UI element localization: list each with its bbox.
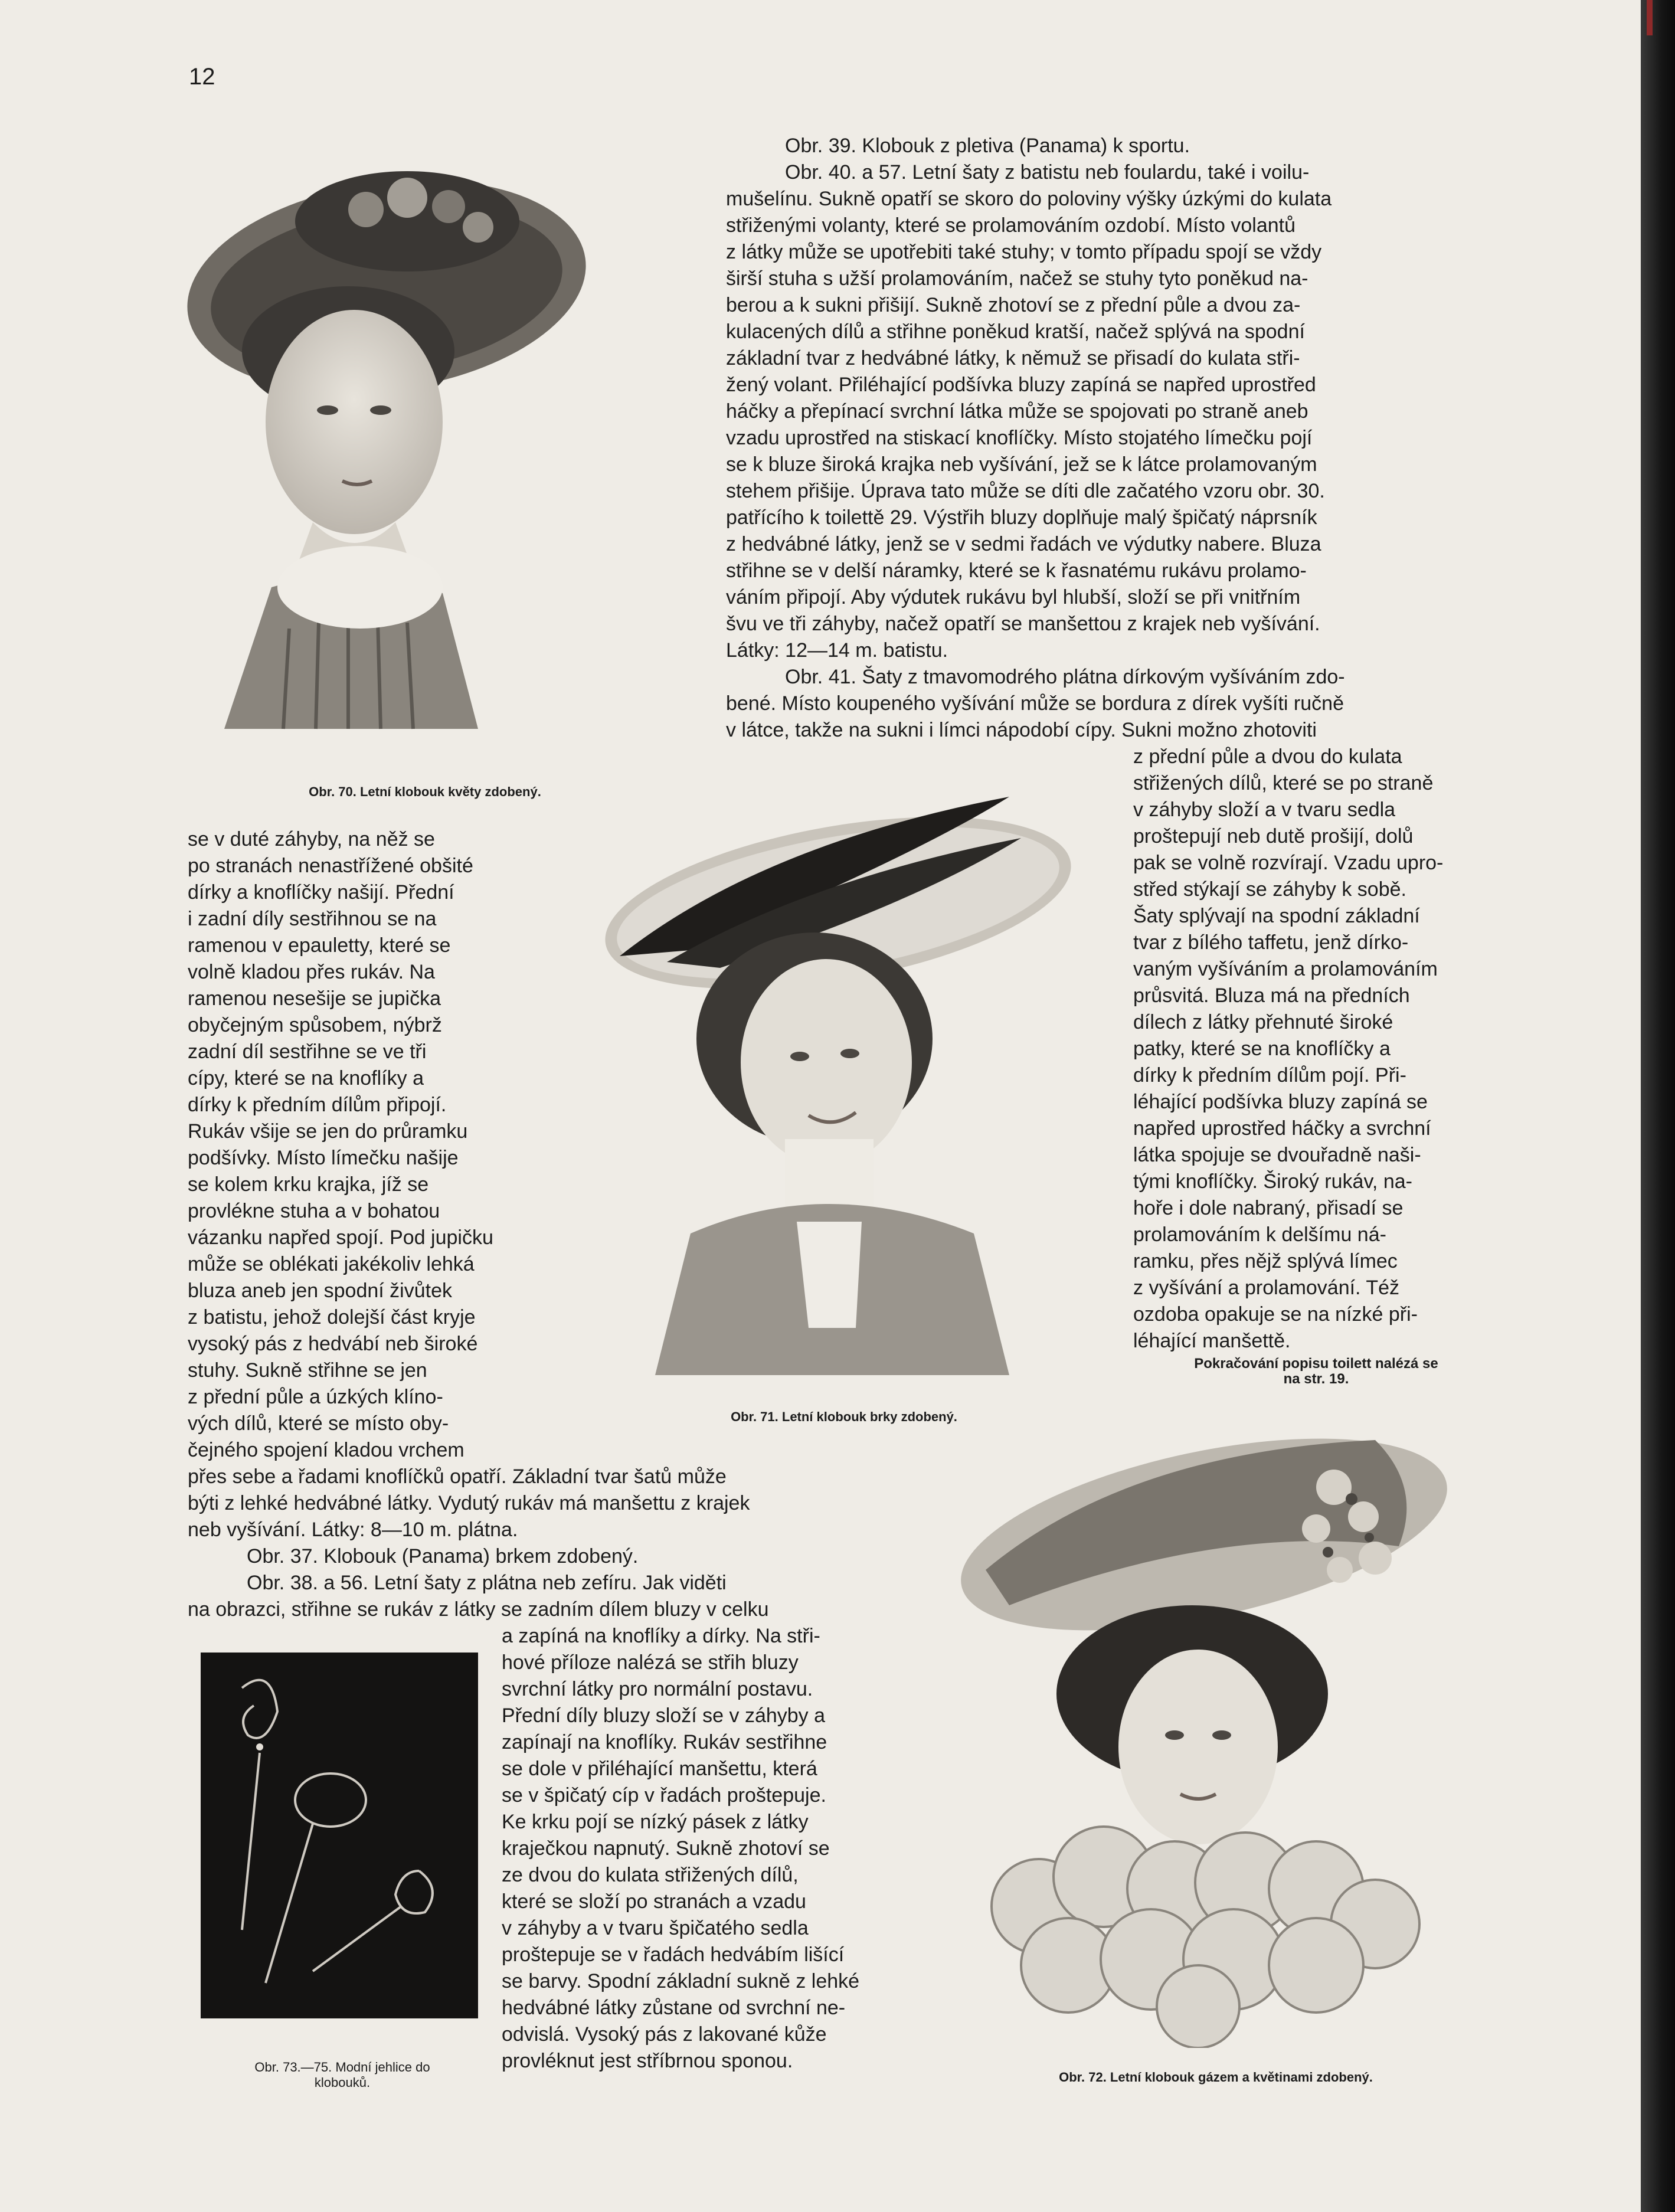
text-line: látka spojuje se dvouřadně naši- <box>1133 1144 1421 1166</box>
text-line: na obrazci, střihne se rukáv z látky se zadním dílem bluzy v celku <box>188 1598 769 1621</box>
text-line: proštepují neb dutě prošijí, dolů <box>1133 825 1414 848</box>
continuation-note <box>1121 1356 1511 1387</box>
text-line: napřed uprostřed háčky a svrchní <box>1133 1117 1431 1140</box>
text-line: z látky může se upotřebiti také stuhy; v tomto případu spojí se vždy <box>726 241 1322 263</box>
text-line: hedvábné látky zůstane od svrchní ne- <box>502 1997 846 2019</box>
text-line: váním připojí. Aby výdutek rukávu byl hlubší, složí se při vnitřním <box>726 586 1301 608</box>
text-line: cípy, které se na knoflíky a <box>188 1067 424 1089</box>
text-line: zapínají na knoflíky. Rukáv sestřihne <box>502 1731 827 1753</box>
text-line: průsvitá. Bluza má na předních <box>1133 984 1410 1007</box>
text-line: patky, které se na knoflíčky a <box>1133 1038 1391 1060</box>
text-line: střiženými volanty, které se prolamováním ozdobí. Místo volantů <box>726 214 1295 237</box>
text-line: žený volant. Přiléhající podšívka bluzy zapíná se napřed uprostřed <box>726 374 1316 396</box>
text-line: vysoký pás z hedvábí neb široké <box>188 1333 478 1355</box>
text-line: provlékne stuha a v bohatou <box>188 1200 440 1222</box>
figure-70-hat-with-flowers <box>171 139 602 747</box>
text-line: Obr. 40. a 57. Letní šaty z batistu neb foulardu, také i voilu- <box>785 161 1310 184</box>
article-right-narrow-column <box>1133 744 1499 1354</box>
text-line: bluza aneb jen spodní živůtek <box>188 1280 452 1302</box>
text-line: Šaty splývají na spodní základní <box>1133 905 1420 927</box>
page-edge-shadow <box>1641 0 1675 2212</box>
text-line: mušelínu. Sukně opatří se skoro do poloviny výšky úzkými do kulata <box>726 188 1332 210</box>
text-line: v látce, takže na sukni i límci nápodobí cípy. Sukni možno zhotoviti <box>726 719 1317 741</box>
text-line: dírky a knoflíčky našijí. Přední <box>188 881 454 904</box>
continuation-note-line-1: Pokračování popisu toilett nalézá se <box>1194 1356 1438 1372</box>
caption-figure-70: Obr. 70. Letní klobouk květy zdobený. <box>309 784 541 799</box>
caption-figure-73-75-line-2: klobouků. <box>314 2075 371 2090</box>
text-line: obyčejným spůsobem, nýbrž <box>188 1014 442 1036</box>
text-line: stehem přišije. Úprava tato může se díti dle začatého vzoru obr. 30. <box>726 480 1325 502</box>
text-line: po stranách nenastřížené obšité <box>188 855 473 877</box>
text-line: čejného spojení kladou vrchem <box>188 1439 464 1461</box>
text-line: širší stuha s užší prolamováním, načež se stuhy tyto poněkud na- <box>726 267 1308 290</box>
page-number: 12 <box>189 64 215 90</box>
text-line: ramku, přes nějž splývá límec <box>1133 1250 1398 1272</box>
text-line: patřícího k toilettě 29. Výstřih bluzy doplňuje malý špičatý náprsník <box>726 506 1317 529</box>
text-line: podšívky. Místo límečku našije <box>188 1147 459 1169</box>
text-line: se kolem krku krajka, jíž se <box>188 1173 429 1196</box>
text-line: a zapíná na knoflíky a dírky. Na stři- <box>502 1625 820 1647</box>
text-line: léhající manšettě. <box>1133 1330 1291 1352</box>
text-line: kraječkou napnutý. Sukně zhotoví se <box>502 1837 830 1860</box>
figure-73-75-hat-pins <box>201 1653 478 2018</box>
text-line: dílech z látky přehnuté široké <box>1133 1011 1393 1033</box>
page-edge-mark <box>1647 0 1653 35</box>
article-bottom-column <box>502 1623 938 2074</box>
text-line: ze dvou do kulata střižených dílů, <box>502 1864 799 1886</box>
text-line: vaným vyšíváním a prolamováním <box>1133 958 1438 980</box>
text-line: hoře i dole nabraný, přisadí se <box>1133 1197 1404 1219</box>
text-line: Obr. 38. a 56. Letní šaty z plátna neb zefíru. Jak viděti <box>247 1572 727 1594</box>
text-line: vzadu uprostřed na stiskací knoflíčky. Místo stojatého límečku pojí <box>726 427 1313 449</box>
text-line: kulacených dílů a střihne poněkud kratší, načež splývá na spodní <box>726 320 1305 343</box>
text-line: vých dílů, které se místo oby- <box>188 1412 449 1435</box>
text-line: Obr. 39. Klobouk z pletiva (Panama) k sportu. <box>785 135 1190 157</box>
text-line: zadní díl sestřihne se ve tři <box>188 1040 427 1063</box>
figure-71-hat-with-feathers <box>584 761 1104 1399</box>
text-line: z batistu, jehož dolejší část kryje <box>188 1306 476 1328</box>
text-line: prolamováním k delšímu ná- <box>1133 1223 1386 1246</box>
text-line: svrchní látky pro normální postavu. <box>502 1678 813 1700</box>
text-line: Obr. 37. Klobouk (Panama) brkem zdobený. <box>247 1545 639 1568</box>
text-line: háčky a přepínací svrchní látka může se spojovati po straně aneb <box>726 400 1308 423</box>
text-line: základní tvar z hedvábné látky, k němuž se přisadí do kulata stři- <box>726 347 1300 369</box>
text-line: léhající podšívka bluzy zapíná se <box>1133 1091 1428 1113</box>
text-line: ozdoba opakuje se na nízké při- <box>1133 1303 1418 1326</box>
article-right-column <box>726 133 1493 744</box>
text-line: z hedvábné látky, jenž se v sedmi řadách ve výdutky nabere. Bluza <box>726 533 1321 555</box>
text-line: provléknut jest stříbrnou sponou. <box>502 2050 793 2072</box>
text-line: ramenou v epauletty, které se <box>188 934 451 957</box>
text-line: může se oblékati jakékoliv lehká <box>188 1253 475 1275</box>
text-line: se v špičatý cíp v řadách proštepuje. <box>502 1784 826 1807</box>
text-line: Přední díly bluzy složí se v záhyby a <box>502 1704 826 1727</box>
text-line: proštepuje se v řadách hedvábím lišící <box>502 1943 845 1966</box>
text-line: bené. Místo koupeného vyšívání může se bordura z dírek vyšíti ručně <box>726 692 1344 715</box>
caption-figure-71: Obr. 71. Letní klobouk brky zdobený. <box>731 1409 957 1424</box>
caption-figure-72: Obr. 72. Letní klobouk gázem a květinami zdobený. <box>1059 2070 1373 2085</box>
text-line: Látky: 12—14 m. batistu. <box>726 639 948 662</box>
text-line: dírky k předním dílům připojí. <box>188 1094 447 1116</box>
text-line: i zadní díly sestřihnou se na <box>188 908 437 930</box>
text-line: se v duté záhyby, na něž se <box>188 828 435 850</box>
text-line: z přední půle a dvou do kulata <box>1133 745 1402 768</box>
text-line: stuhy. Sukně střihne se jen <box>188 1359 427 1382</box>
text-line: se barvy. Spodní základní sukně z lehké <box>502 1970 860 1992</box>
text-line: přes sebe a řadami knoflíčků opatří. Základní tvar šatů může <box>188 1465 727 1488</box>
text-line: býti z lehké hedvábné látky. Vydutý rukáv má manšettu z krajek <box>188 1492 750 1514</box>
caption-figure-73-75 <box>195 2060 490 2090</box>
text-line: tými knoflíčky. Široký rukáv, na- <box>1133 1170 1412 1193</box>
text-line: Rukáv všije se jen do průramku <box>188 1120 468 1143</box>
text-line: střihne se v delší náramky, které se k řasnatému rukávu prolamo- <box>726 559 1307 582</box>
text-line: které se složí po stranách a vzadu <box>502 1890 806 1913</box>
text-line: dírky k předním dílům pojí. Při- <box>1133 1064 1406 1087</box>
text-line: v záhyby složí a v tvaru sedla <box>1133 799 1396 821</box>
text-line: neb vyšívání. Látky: 8—10 m. plátna. <box>188 1519 518 1541</box>
text-line: berou a k sukni přišijí. Sukně zhotoví se z přední půle a dvou za- <box>726 294 1301 316</box>
text-line: z přední půle a úzkých klíno- <box>188 1386 443 1408</box>
text-line: tvar z bílého taffetu, jenž dírko- <box>1133 931 1409 954</box>
text-line: ramenou nesešije se jupička <box>188 987 441 1010</box>
text-line: v záhyby a v tvaru špičatého sedla <box>502 1917 809 1939</box>
article-middle-block <box>188 1464 967 1623</box>
text-line: švu ve tři záhyby, načež opatří se manšettou z krajek neb vyšívání. <box>726 613 1320 635</box>
text-line: Ke krku pojí se nízký pásek z látky <box>502 1811 809 1833</box>
article-left-column <box>188 826 565 1464</box>
text-line: pak se volně rozvírají. Vzadu upro- <box>1133 852 1444 874</box>
text-line: Obr. 41. Šaty z tmavomodrého plátna dírkovým vyšíváním zdo- <box>785 666 1345 688</box>
text-line: z vyšívání a prolamování. Též <box>1133 1277 1400 1299</box>
text-line: střed stýkají se záhyby k sobě. <box>1133 878 1406 901</box>
text-line: volně kladou přes rukáv. Na <box>188 961 435 983</box>
text-line: odvislá. Vysoký pás z lakované kůže <box>502 2023 827 2046</box>
continuation-note-line-2: na str. 19. <box>1283 1371 1349 1387</box>
text-line: se dole v přiléhající manšettu, která <box>502 1758 817 1780</box>
text-line: vázanku napřed spojí. Pod jupičku <box>188 1226 493 1249</box>
figure-72-hat-with-gauze-and-flowers <box>950 1416 1476 2048</box>
text-line: se k bluze široká krajka neb vyšívání, jež se k látce prolamovaným <box>726 453 1317 476</box>
text-line: střižených dílů, které se po straně <box>1133 772 1434 794</box>
text-line: hové příloze nalézá se střih bluzy <box>502 1651 799 1674</box>
caption-figure-73-75-line-1: Obr. 73.—75. Modní jehlice do <box>254 2060 430 2074</box>
